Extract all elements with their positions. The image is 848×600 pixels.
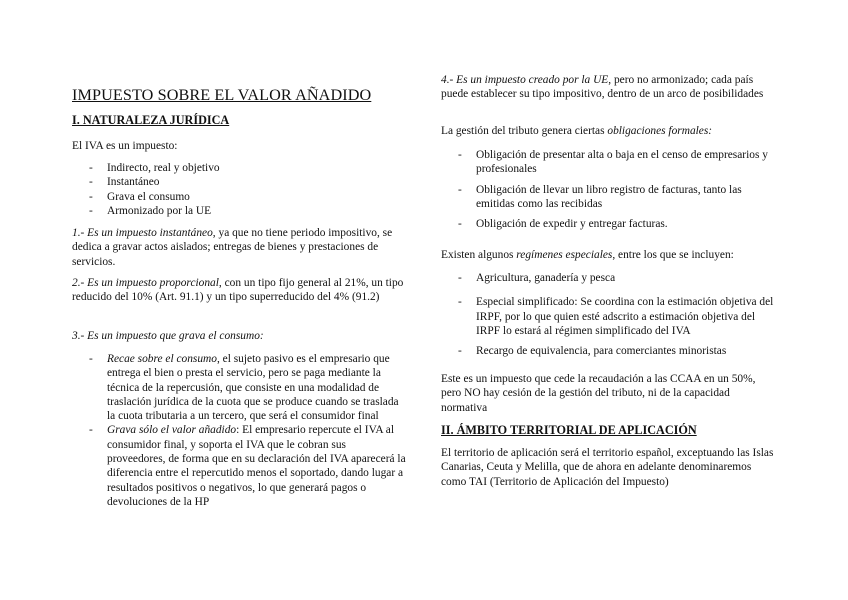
intro-paragraph: El IVA es un impuesto: xyxy=(72,140,178,152)
paragraph-emphasis: obligaciones formales: xyxy=(607,125,713,137)
list-item: - Obligación de llevar un libro registro de facturas, tanto las emitidas como las recibidas xyxy=(441,183,777,212)
paragraph-territorio: El territorio de aplicación será el territorio español, exceptuando las Islas Canarias, Ceuta y Melilla, que de ahora en adelante denominaremos como TAI (Territorio de Aplicación del Impuesto) xyxy=(441,447,774,488)
paragraph-lead: 1.- Es un impuesto instantáneo xyxy=(72,227,213,239)
regimenes-list xyxy=(441,271,777,358)
section-heading-ambito: II. ÁMBITO TERRITORIAL DE APLICACIÓN xyxy=(441,423,697,437)
list-item: - Obligación de presentar alta o baja en el censo de empresarios y profesionales xyxy=(441,148,777,177)
list-item-lead: Recae sobre el consumo xyxy=(107,353,217,365)
list-item: - Obligación de expedir y entregar facturas. xyxy=(441,217,777,231)
list-item: - Armonizado por la UE xyxy=(72,204,407,218)
list-item: - Especial simplificado: Se coordina con la estimación objetiva del IRPF, por lo que quien esté adscrito a estimación objetiva del IRPF lo estará al régimen simplificado del IVA xyxy=(441,295,777,338)
paragraph-lead: 4.- Es un impuesto creado por la UE xyxy=(441,74,609,86)
list-item-lead: Grava sólo el valor añadido xyxy=(107,424,237,437)
list-item xyxy=(72,423,407,509)
list-item-body: : El empresario repercute el IVA al consumidor final, y soporta el IVA que le cobran sus proveedores, de forma que en su declaración del IVA aparecerá la diferencia entre el repercutido menos el soportado, dando lugar a resultados positivos o negativos, lo que generará pagos o devoluciones de la HP xyxy=(107,424,406,508)
list-item: - Agricultura, ganadería y pesca xyxy=(441,271,777,285)
list-item-body: , el sujeto pasivo es el empresario que entrega el bien o presta el servicio, pero se paga mediante la técnica de la repercusión, que consiste en una modalidad de traslación jurídica de la cuota que se produce cuando se traslada la cuota tributaria a un tercero, que será el consumidor final xyxy=(107,353,399,423)
list-item: - Indirecto, real y objetivo xyxy=(72,161,407,175)
paragraph-body: Existen algunos xyxy=(441,249,517,261)
paragraph-obligaciones xyxy=(441,124,777,138)
list-item: - Recargo de equivalencia, para comerciantes minoristas xyxy=(441,344,777,358)
list-item xyxy=(72,352,407,423)
paragraph-instantaneo xyxy=(72,226,407,269)
paragraph-body: La gestión del tributo genera ciertas xyxy=(441,125,608,137)
consumo-list xyxy=(72,352,407,509)
intro-list xyxy=(72,161,407,218)
section-heading-naturaleza: I. NATURALEZA JURÍDICA xyxy=(72,113,230,127)
obligaciones-list xyxy=(441,148,777,231)
paragraph-consumo: 3.- Es un impuesto que grava el consumo: xyxy=(72,330,264,342)
list-item: - Grava el consumo xyxy=(72,190,407,204)
paragraph-regimenes xyxy=(441,248,777,262)
paragraph-emphasis: regímenes especiales xyxy=(516,249,613,261)
document-title: IMPUESTO SOBRE EL VALOR AÑADIDO xyxy=(72,86,372,104)
paragraph-body: , pero no armonizado; cada país puede establecer su tipo impositivo, dentro de un arco de posibilidades xyxy=(441,74,764,101)
paragraph-body: , entre los que se incluyen: xyxy=(612,249,734,261)
paragraph-proporcional xyxy=(72,276,407,305)
paragraph-body: , ya que no tiene periodo impositivo, se dedica a gravar actos aislados; entregas de bienes y prestaciones de servicios. xyxy=(72,227,393,268)
paragraph-cesion: Este es un impuesto que cede la recaudación a las CCAA en un 50%, pero NO hay cesión de la gestión del tributo, ni de la capacidad normativa xyxy=(441,373,756,414)
paragraph-creado-ue xyxy=(441,73,777,102)
list-item: - Instantáneo xyxy=(72,175,407,189)
paragraph-lead: 2.- Es un impuesto proporcional xyxy=(72,277,219,289)
paragraph-body: , con un tipo fijo general al 21%, un tipo reducido del 10% (Art. 91.1) y un tipo superreducido del 4% (91.2) xyxy=(72,277,404,304)
